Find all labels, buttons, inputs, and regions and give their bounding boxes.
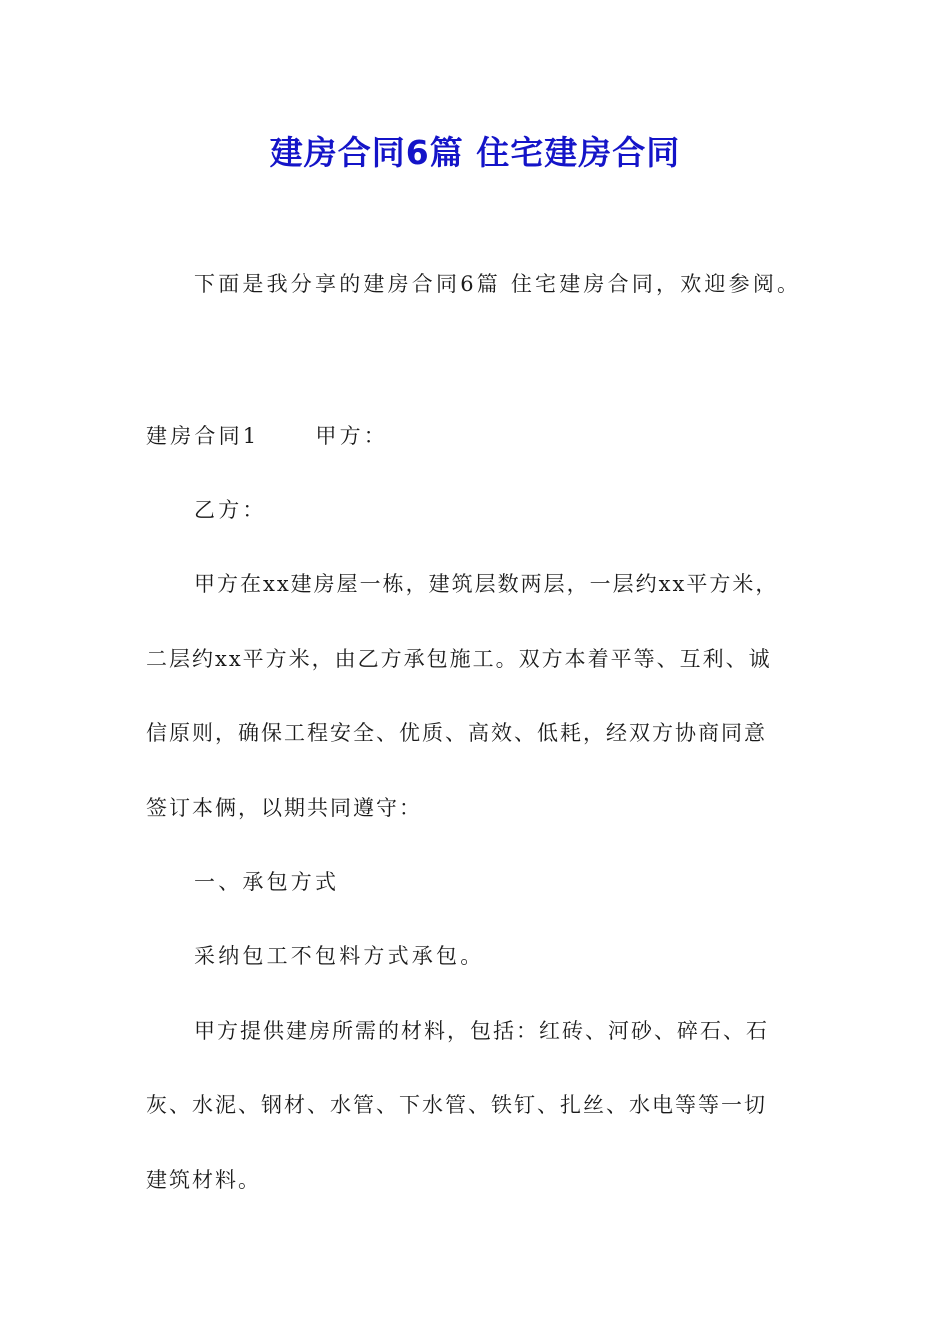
section-heading-line xyxy=(146,420,388,452)
paragraph-line: 灰、水泥、钢材、水管、下水管、铁钉、扎丝、水电等等一切 xyxy=(146,1093,767,1117)
party-b-label: 乙方： xyxy=(194,498,267,522)
clause-text: 采纳包工不包料方式承包。 xyxy=(194,944,485,968)
clause-heading: 一、承包方式 xyxy=(194,870,340,894)
paragraph-line: 二层约xx平方米，由乙方承包施工。双方本着平等、互利、诚 xyxy=(146,647,772,671)
intro-paragraph: 下面是我分享的建房合同6篇 住宅建房合同，欢迎参阅。 xyxy=(194,272,802,296)
paragraph-line: 甲方提供建房所需的材料，包括：红砖、河砂、碎石、石 xyxy=(194,1019,769,1043)
party-a-label: 甲方： xyxy=(315,424,388,448)
section-heading: 建房合同1 xyxy=(146,424,260,448)
paragraph-line: 甲方在xx建房屋一栋，建筑层数两层，一层约xx平方米， xyxy=(194,572,779,596)
paragraph-line: 签订本俩，以期共同遵守： xyxy=(146,796,422,820)
paragraph-line: 建筑材料。 xyxy=(146,1168,261,1192)
paragraph-line: 信原则，确保工程安全、优质、高效、低耗，经双方协商同意 xyxy=(146,721,767,745)
document-title: 建房合同6篇 住宅建房合同 xyxy=(269,133,681,172)
